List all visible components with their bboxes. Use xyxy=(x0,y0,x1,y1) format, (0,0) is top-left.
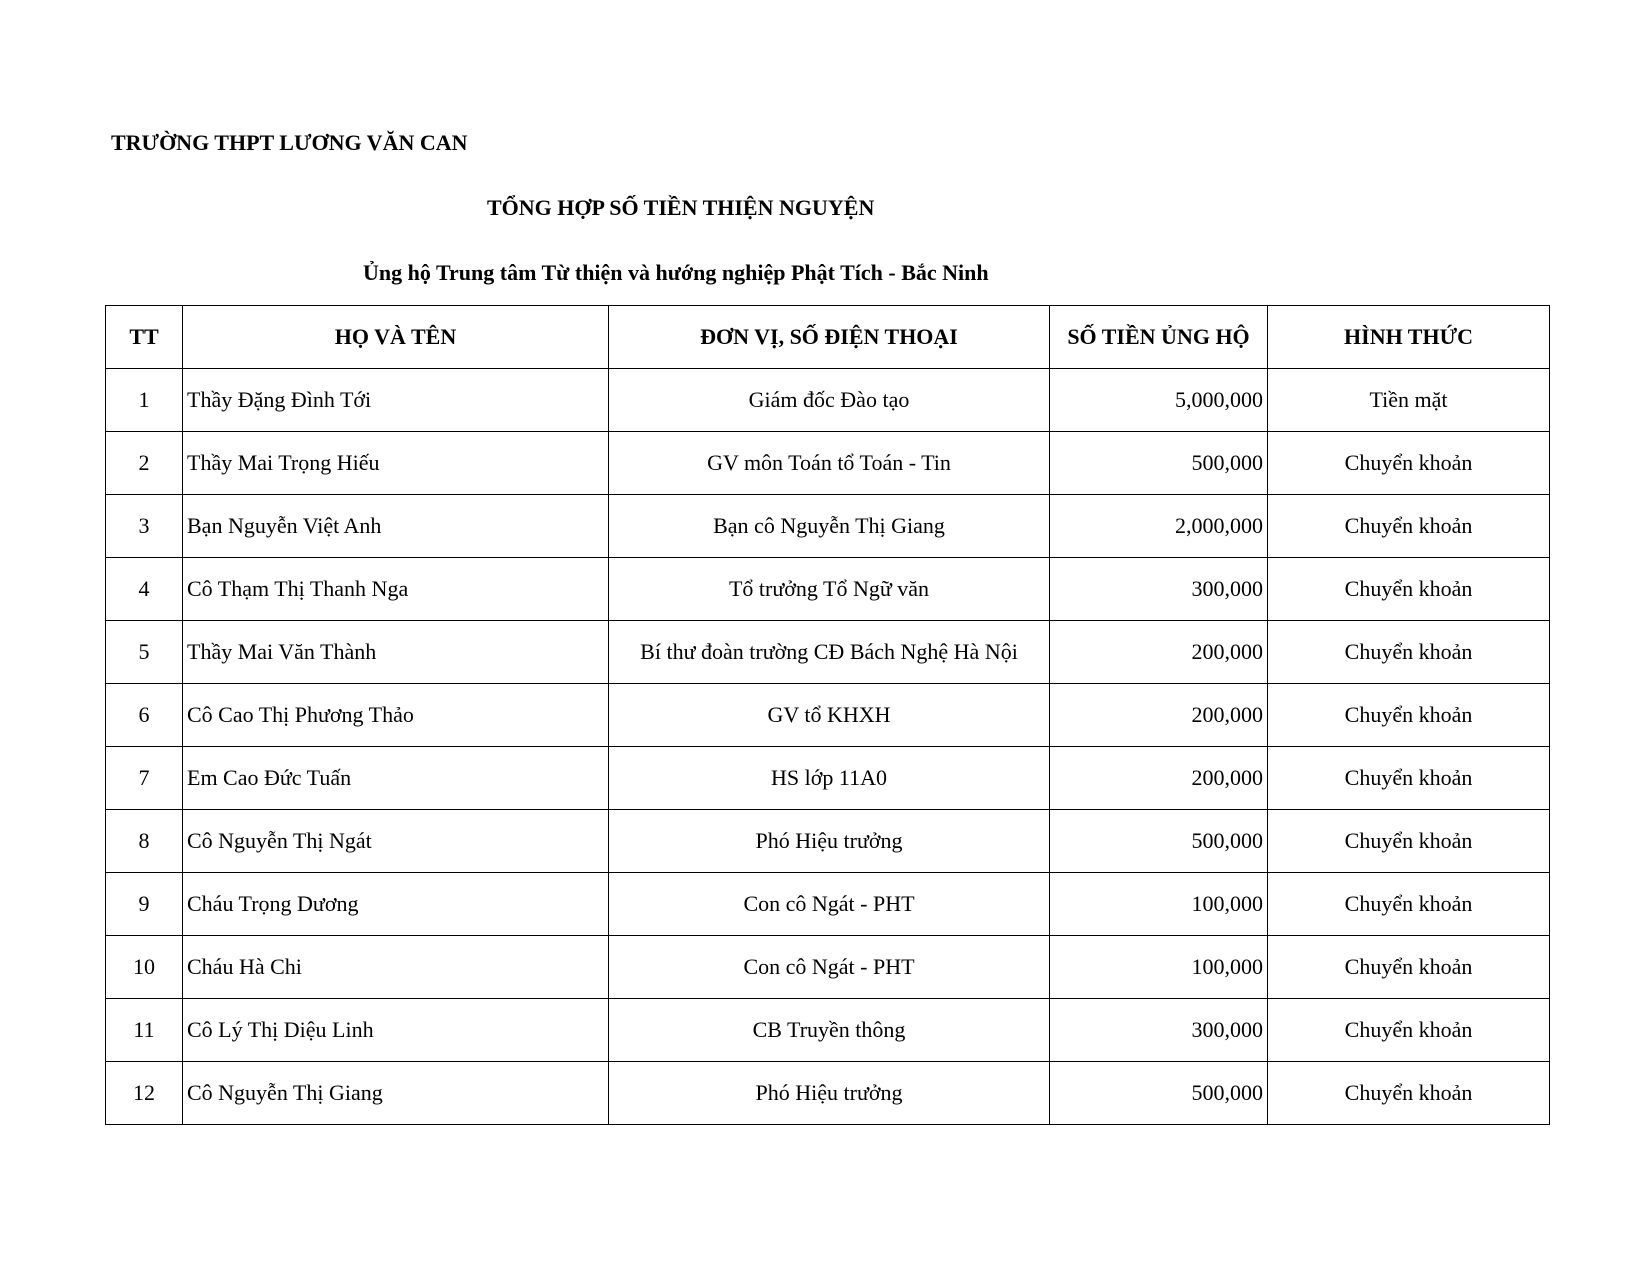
cell-amount: 5,000,000 xyxy=(1050,369,1268,432)
cell-tt: 1 xyxy=(106,369,183,432)
cell-tt: 12 xyxy=(106,1062,183,1125)
cell-unit: Giám đốc Đào tạo xyxy=(609,369,1050,432)
table-row xyxy=(106,495,1550,558)
table-row xyxy=(106,369,1550,432)
cell-tt: 9 xyxy=(106,873,183,936)
cell-method: Chuyển khoản xyxy=(1268,810,1550,873)
cell-method: Chuyển khoản xyxy=(1268,1062,1550,1125)
cell-amount: 500,000 xyxy=(1050,810,1268,873)
cell-method: Chuyển khoản xyxy=(1268,999,1550,1062)
cell-unit: HS lớp 11A0 xyxy=(609,747,1050,810)
column-header-method: HÌNH THỨC xyxy=(1268,306,1550,369)
cell-amount: 300,000 xyxy=(1050,558,1268,621)
cell-amount: 500,000 xyxy=(1050,1062,1268,1125)
cell-unit: Phó Hiệu trưởng xyxy=(609,1062,1050,1125)
cell-method: Chuyển khoản xyxy=(1268,873,1550,936)
table-header-row xyxy=(106,306,1550,369)
cell-name: Cháu Hà Chi xyxy=(183,936,609,999)
cell-tt: 10 xyxy=(106,936,183,999)
cell-tt: 11 xyxy=(106,999,183,1062)
table-row xyxy=(106,810,1550,873)
table-row xyxy=(106,621,1550,684)
cell-unit: Bí thư đoàn trường CĐ Bách Nghệ Hà Nội xyxy=(609,621,1050,684)
cell-amount: 100,000 xyxy=(1050,936,1268,999)
cell-method: Chuyển khoản xyxy=(1268,936,1550,999)
cell-method: Tiền mặt xyxy=(1268,369,1550,432)
column-header-tt: TT xyxy=(106,306,183,369)
cell-amount: 300,000 xyxy=(1050,999,1268,1062)
table-row xyxy=(106,873,1550,936)
cell-unit: GV môn Toán tổ Toán - Tin xyxy=(609,432,1050,495)
cell-name: Cô Nguyễn Thị Giang xyxy=(183,1062,609,1125)
cell-amount: 200,000 xyxy=(1050,684,1268,747)
cell-method: Chuyển khoản xyxy=(1268,432,1550,495)
cell-name: Bạn Nguyễn Việt Anh xyxy=(183,495,609,558)
document-title: TỔNG HỢP SỐ TIỀN THIỆN NGUYỆN xyxy=(487,195,875,220)
cell-amount: 2,000,000 xyxy=(1050,495,1268,558)
column-header-amount: SỐ TIỀN ỦNG HỘ xyxy=(1050,306,1268,369)
table-row xyxy=(106,684,1550,747)
cell-name: Cô Nguyễn Thị Ngát xyxy=(183,810,609,873)
table-row xyxy=(106,747,1550,810)
cell-tt: 8 xyxy=(106,810,183,873)
cell-name: Cô Cao Thị Phương Thảo xyxy=(183,684,609,747)
cell-name: Cô Lý Thị Diệu Linh xyxy=(183,999,609,1062)
table-row xyxy=(106,432,1550,495)
cell-amount: 200,000 xyxy=(1050,621,1268,684)
cell-tt: 7 xyxy=(106,747,183,810)
cell-tt: 3 xyxy=(106,495,183,558)
cell-method: Chuyển khoản xyxy=(1268,558,1550,621)
cell-tt: 2 xyxy=(106,432,183,495)
cell-name: Cô Thạm Thị Thanh Nga xyxy=(183,558,609,621)
cell-tt: 4 xyxy=(106,558,183,621)
table-row xyxy=(106,558,1550,621)
cell-tt: 5 xyxy=(106,621,183,684)
cell-name: Cháu Trọng Dương xyxy=(183,873,609,936)
cell-name: Em Cao Đức Tuấn xyxy=(183,747,609,810)
cell-name: Thầy Mai Trọng Hiếu xyxy=(183,432,609,495)
column-header-name: HỌ VÀ TÊN xyxy=(183,306,609,369)
cell-method: Chuyển khoản xyxy=(1268,621,1550,684)
cell-unit: Tổ trưởng Tổ Ngữ văn xyxy=(609,558,1050,621)
cell-name: Thầy Đặng Đình Tới xyxy=(183,369,609,432)
cell-unit: Con cô Ngát - PHT xyxy=(609,873,1050,936)
cell-unit: Bạn cô Nguyễn Thị Giang xyxy=(609,495,1050,558)
cell-method: Chuyển khoản xyxy=(1268,684,1550,747)
cell-name: Thầy Mai Văn Thành xyxy=(183,621,609,684)
cell-tt: 6 xyxy=(106,684,183,747)
cell-unit: GV tổ KHXH xyxy=(609,684,1050,747)
cell-amount: 200,000 xyxy=(1050,747,1268,810)
cell-unit: Phó Hiệu trưởng xyxy=(609,810,1050,873)
table-row xyxy=(106,1062,1550,1125)
cell-unit: CB Truyền thông xyxy=(609,999,1050,1062)
cell-unit: Con cô Ngát - PHT xyxy=(609,936,1050,999)
column-header-unit: ĐƠN VỊ, SỐ ĐIỆN THOẠI xyxy=(609,306,1050,369)
donation-table xyxy=(105,305,1550,1125)
table-row xyxy=(106,999,1550,1062)
school-name: TRƯỜNG THPT LƯƠNG VĂN CAN xyxy=(111,130,468,155)
cell-method: Chuyển khoản xyxy=(1268,747,1550,810)
cell-method: Chuyển khoản xyxy=(1268,495,1550,558)
cell-amount: 100,000 xyxy=(1050,873,1268,936)
table-row xyxy=(106,936,1550,999)
document-subtitle: Ủng hộ Trung tâm Từ thiện và hướng nghiệp Phật Tích - Bắc Ninh xyxy=(363,260,989,285)
cell-amount: 500,000 xyxy=(1050,432,1268,495)
